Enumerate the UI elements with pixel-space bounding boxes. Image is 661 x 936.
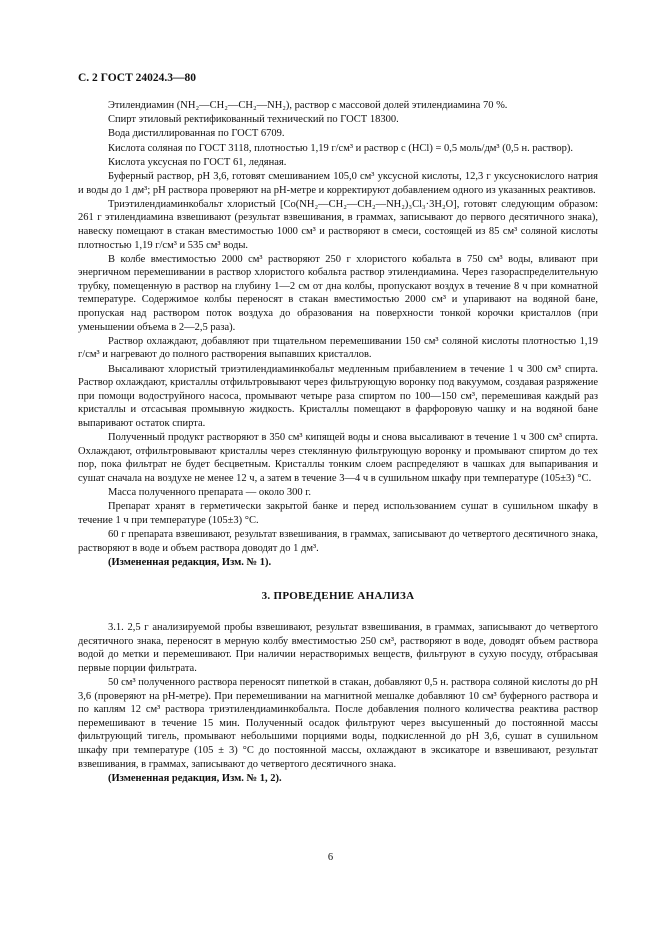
paragraph-acetic-acid: Кислота уксусная по ГОСТ 61, ледяная. <box>108 156 287 168</box>
paragraph-ethanol: Спирт этиловый ректификованный технический по ГОСТ 18300. <box>108 114 399 126</box>
section-title: 3. ПРОВЕДЕНИЕ АНАЛИЗА <box>261 589 415 602</box>
revision-note-2: (Измененная редакция, Изм. № 1, 2). <box>108 772 282 784</box>
paragraph-cooling: Раствор охлаждают, добавляют при тщательном перемешивании 150 см³ соляной кислоты плотностью 1,19 г/см³ и нагревают до полного растворения выпавших кристаллов. <box>78 335 598 361</box>
paragraph-cobalt-reagent: Триэтилендиаминкобальт хлористый [Co(NH₂—CH₂—CH₂—NH₂)₃Cl₃·3H₂O], готовят следующим образом: 261 г этилендиамина взвешивают (результат взвешивания, в граммах, записывают до первого десятичного знака), навеску помещают в стакан вместимостью 1000 см³ и растворяют в смеси, состоящей из 85 см³ соляной кислоты плотностью 1,19 г/см³ и 535 см³ воды. <box>78 198 598 251</box>
paragraph-solution-prep: 60 г препарата взвешивают, результат взвешивания, в граммах, записывают до четвертого десятичного знака, растворяют в воде и объем раствора доводят до 1 дм³. <box>78 529 598 554</box>
paragraph-hydrochloric-acid: Кислота соляная по ГОСТ 3118, плотностью 1,19 г/см³ и раствор c (HCl) = 0,5 моль/дм³ (0,5 н. раствор). <box>108 142 573 154</box>
document-body <box>78 99 598 786</box>
paragraph-flask-procedure: В колбе вместимостью 2000 см³ растворяют 250 г хлористого кобальта в 750 см³ воды, вливают при энергичном перемешивании в раствор хлористого кобальта раствор этилендиамина. Через газораспределительную трубку, помещенную в раствор на глубину 1—2 см от дна колбы, пропускают воздух в течение 8 ч при комнатной температуре. Содержимое колбы переносят в стакан вместимостью 2000 см³ и упаривают на водяной бане, пропуская над раствором поток воздуха до образования на поверхности тонкой корочки кристаллов (при уменьшении объема в 2—2,5 раза). <box>78 253 598 333</box>
page-header: С. 2 ГОСТ 24024.3—80 <box>78 72 197 84</box>
paragraph-recrystallization: Полученный продукт растворяют в 350 см³ кипящей воды и снова высаливают в течение 1 ч 300 см³ спирта. Охлаждают, отфильтровывают кристаллы через стеклянную фильтрующую воронку и промывают спиртом до тех пор, пока фильтрат не будет бесцветным. Кристаллы тонким слоем распределяют в чашках для выпаривания и сушат сначала на воздухе не менее 12 ч, а затем в течение 3—4 ч в сушильном шкафу при температуре (105±3) °С. <box>78 432 598 484</box>
paragraph-ethylenediamine: Этилендиамин (NH₂—CH₂—CH₂—NH₂), раствор с массовой долей этилендиамина 70 %. <box>108 100 508 111</box>
revision-note-1: (Измененная редакция, Изм. № 1). <box>108 556 272 568</box>
paragraph-analysis-titration: 50 см³ полученного раствора переносят пипеткой в стакан, добавляют 0,5 н. раствора соляной кислоты до рН 3,6 (проверяют на рН-метре). При перемешивании на магнитной мешалке добавляют 10 см³ буферного раствора и по каплям 12 см³ раствора триэтилендиаминкобальта. После добавления полного количества реактива раствор перемешивают в течение 15 мин. Полученный осадок фильтруют через высушенный до постоянной массы фильтрующий тигель, промывают небольшими порциями воды, подкисленной до рН 3,6, сушат в сушильном шкафу при температуре (105 ± 3) °С до постоянной массы, охлаждают в эксикаторе и взвешивают, результат взвешивания, в граммах, записывают до четвертого десятичного знака. <box>78 677 598 770</box>
paragraph-water: Вода дистиллированная по ГОСТ 6709. <box>108 128 285 140</box>
paragraph-salting-out: Высаливают хлористый триэтилендиаминкобальт медленным прибавлением в течение 1 ч 300 см³ спирта. Раствор охлаждают, кристаллы отфильтровывают через фильтрующую воронку под вакуумом, создавая разряжение при помощи водоструйного насоса, промывают четыре раза спиртом по 100—150 см³, перемешивая каждый раз кристаллы и отсасывая промывную жидкость. Кристаллы помещают в фарфоровую чашку и на водяной бане выпаривают остаток спирта. <box>78 363 598 429</box>
paragraph-yield: Масса полученного препарата — около 300 г. <box>108 487 312 499</box>
paragraph-analysis-3-1: 3.1. 2,5 г анализируемой пробы взвешивают, результат взвешивания, в граммах, записывают до четвертого десятичного знака, переносят в мерную колбу вместимостью 250 см³, растворяют в воде, доводят объем раствора водой до метки и перемешивают. При наличии нерастворимых веществ, фильтруют в сухую посуду, отбрасывая первые порции фильтрата. <box>78 622 598 674</box>
page-number: 6 <box>327 852 334 863</box>
paragraph-storage: Препарат хранят в герметически закрытой банке и перед использованием сушат в сушильном шкафу в течение 1 ч при температуре (105±3) °С. <box>78 501 598 526</box>
paragraph-buffer-solution: Буферный раствор, рН 3,6, готовят смешиванием 105,0 см³ уксусной кислоты, 12,3 г уксуснокислого натрия и воды до 1 дм³; рН раствора проверяют на рН-метре и корректируют добавлением одного из указанных реактивов. <box>78 170 598 196</box>
